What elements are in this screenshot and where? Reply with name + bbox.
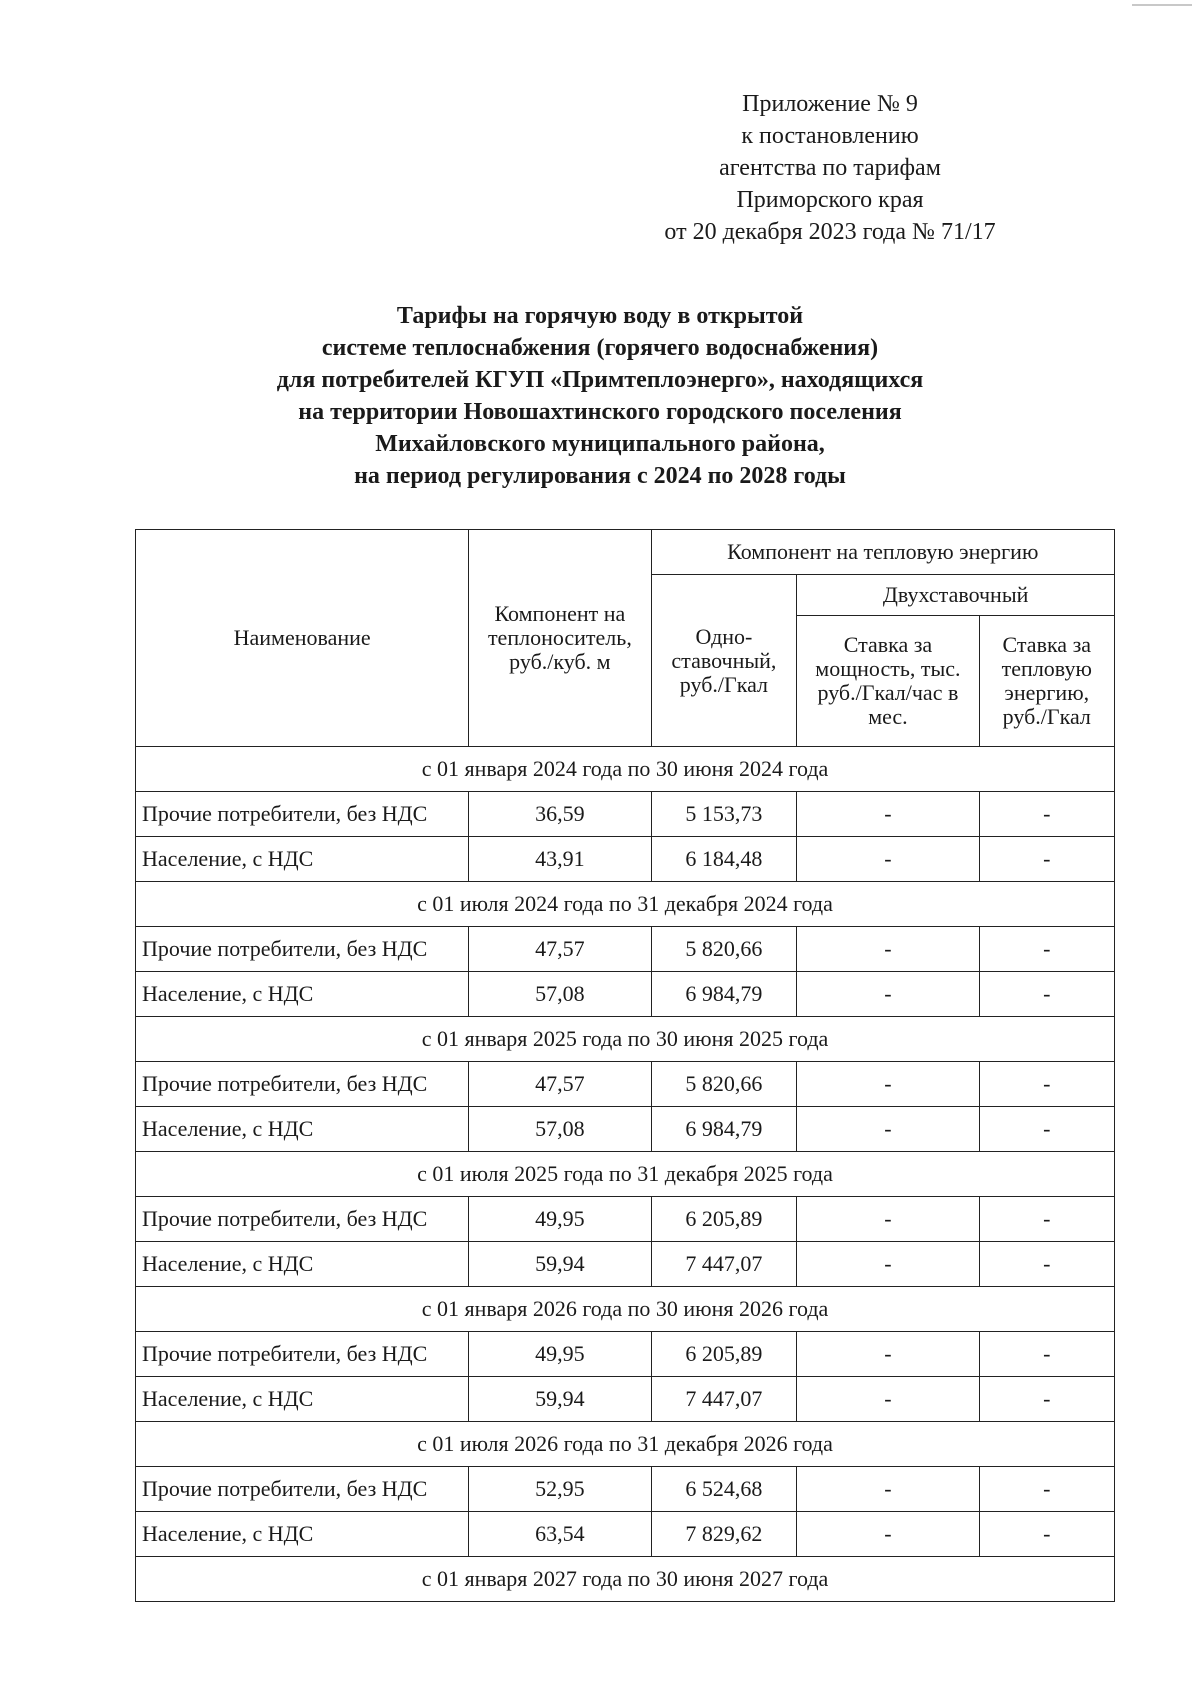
table-row bbox=[136, 972, 1115, 1017]
energy-rate-cell: - bbox=[979, 972, 1114, 1017]
header-single-rate: Одно-ставочный, руб./Гкал bbox=[651, 575, 797, 747]
carrier-cell: 63,54 bbox=[469, 1512, 651, 1557]
carrier-cell: 59,94 bbox=[469, 1242, 651, 1287]
energy-rate-cell: - bbox=[979, 1197, 1114, 1242]
table-body bbox=[136, 747, 1115, 1602]
carrier-cell: 49,95 bbox=[469, 1197, 651, 1242]
carrier-cell: 47,57 bbox=[469, 1062, 651, 1107]
consumer-name-cell: Население, с НДС bbox=[136, 972, 469, 1017]
capacity-rate-cell: - bbox=[797, 972, 979, 1017]
single-rate-cell: 6 984,79 bbox=[651, 972, 797, 1017]
energy-rate-cell: - bbox=[979, 1332, 1114, 1377]
capacity-rate-cell: - bbox=[797, 927, 979, 972]
appendix-header bbox=[600, 88, 1060, 248]
energy-rate-cell: - bbox=[979, 1107, 1114, 1152]
title-line: системе теплоснабжения (горячего водоснабжения) bbox=[321, 335, 879, 361]
single-rate-cell: 5 153,73 bbox=[651, 792, 797, 837]
energy-rate-cell: - bbox=[979, 837, 1114, 882]
single-rate-cell: 6 184,48 bbox=[651, 837, 797, 882]
consumer-name-cell: Прочие потребители, без НДС bbox=[136, 1197, 469, 1242]
document-title bbox=[150, 300, 1050, 492]
appendix-number: Приложение № 9 bbox=[742, 91, 918, 117]
table-row bbox=[136, 1197, 1115, 1242]
carrier-cell: 57,08 bbox=[469, 972, 651, 1017]
single-rate-cell: 7 447,07 bbox=[651, 1377, 797, 1422]
capacity-rate-cell: - bbox=[797, 1467, 979, 1512]
period-label: с 01 января 2024 года по 30 июня 2024 года bbox=[136, 747, 1115, 792]
period-label: с 01 января 2026 года по 30 июня 2026 года bbox=[136, 1287, 1115, 1332]
energy-rate-cell: - bbox=[979, 792, 1114, 837]
consumer-name-cell: Прочие потребители, без НДС bbox=[136, 927, 469, 972]
table-row bbox=[136, 1062, 1115, 1107]
period-label: с 01 января 2025 года по 30 июня 2025 года bbox=[136, 1017, 1115, 1062]
single-rate-cell: 6 524,68 bbox=[651, 1467, 797, 1512]
tariffs-table bbox=[135, 529, 1115, 1602]
header-heat-component: Компонент на тепловую энергию bbox=[651, 530, 1114, 575]
appendix-line: Приморского края bbox=[736, 187, 924, 213]
period-label: с 01 июля 2026 года по 31 декабря 2026 года bbox=[136, 1422, 1115, 1467]
single-rate-cell: 7 447,07 bbox=[651, 1242, 797, 1287]
energy-rate-cell: - bbox=[979, 927, 1114, 972]
table-row bbox=[136, 1377, 1115, 1422]
scan-edge-mark bbox=[1132, 4, 1192, 6]
appendix-line: от 20 декабря 2023 года № 71/17 bbox=[664, 219, 996, 245]
energy-rate-cell: - bbox=[979, 1467, 1114, 1512]
period-row bbox=[136, 1557, 1115, 1602]
carrier-cell: 43,91 bbox=[469, 837, 651, 882]
carrier-cell: 49,95 bbox=[469, 1332, 651, 1377]
table-header bbox=[136, 530, 1115, 747]
period-row bbox=[136, 1152, 1115, 1197]
single-rate-cell: 5 820,66 bbox=[651, 927, 797, 972]
carrier-cell: 47,57 bbox=[469, 927, 651, 972]
consumer-name-cell: Население, с НДС bbox=[136, 1242, 469, 1287]
single-rate-cell: 6 984,79 bbox=[651, 1107, 797, 1152]
appendix-line: к постановлению bbox=[741, 123, 919, 149]
period-row bbox=[136, 1287, 1115, 1332]
capacity-rate-cell: - bbox=[797, 1332, 979, 1377]
consumer-name-cell: Прочие потребители, без НДС bbox=[136, 1062, 469, 1107]
capacity-rate-cell: - bbox=[797, 1107, 979, 1152]
consumer-name-cell: Население, с НДС bbox=[136, 1377, 469, 1422]
capacity-rate-cell: - bbox=[797, 1242, 979, 1287]
title-line: Михайловского муниципального района, bbox=[375, 431, 825, 457]
table-row bbox=[136, 1512, 1115, 1557]
table-row bbox=[136, 1242, 1115, 1287]
period-label: с 01 июля 2025 года по 31 декабря 2025 года bbox=[136, 1152, 1115, 1197]
table-row bbox=[136, 1467, 1115, 1512]
consumer-name-cell: Население, с НДС bbox=[136, 1512, 469, 1557]
title-line: на период регулирования с 2024 по 2028 годы bbox=[354, 463, 846, 489]
energy-rate-cell: - bbox=[979, 1377, 1114, 1422]
header-name: Наименование bbox=[136, 530, 469, 747]
carrier-cell: 59,94 bbox=[469, 1377, 651, 1422]
single-rate-cell: 6 205,89 bbox=[651, 1197, 797, 1242]
single-rate-cell: 5 820,66 bbox=[651, 1062, 797, 1107]
period-row bbox=[136, 882, 1115, 927]
table-row bbox=[136, 1332, 1115, 1377]
energy-rate-cell: - bbox=[979, 1512, 1114, 1557]
capacity-rate-cell: - bbox=[797, 1062, 979, 1107]
period-row bbox=[136, 1017, 1115, 1062]
consumer-name-cell: Прочие потребители, без НДС bbox=[136, 1332, 469, 1377]
table-row bbox=[136, 1107, 1115, 1152]
capacity-rate-cell: - bbox=[797, 1197, 979, 1242]
period-label: с 01 июля 2024 года по 31 декабря 2024 года bbox=[136, 882, 1115, 927]
title-line: на территории Новошахтинского городского поселения bbox=[298, 399, 902, 425]
single-rate-cell: 7 829,62 bbox=[651, 1512, 797, 1557]
capacity-rate-cell: - bbox=[797, 792, 979, 837]
energy-rate-cell: - bbox=[979, 1242, 1114, 1287]
consumer-name-cell: Население, с НДС bbox=[136, 1107, 469, 1152]
capacity-rate-cell: - bbox=[797, 1512, 979, 1557]
consumer-name-cell: Население, с НДС bbox=[136, 837, 469, 882]
header-two-rate: Двухставочный bbox=[797, 575, 1115, 616]
header-carrier: Компонент на теплоноситель, руб./куб. м bbox=[469, 530, 651, 747]
carrier-cell: 36,59 bbox=[469, 792, 651, 837]
single-rate-cell: 6 205,89 bbox=[651, 1332, 797, 1377]
title-line: для потребителей КГУП «Примтеплоэнерго», находящихся bbox=[276, 367, 924, 393]
header-capacity-rate: Ставка за мощность, тыс. руб./Гкал/час в мес. bbox=[797, 616, 979, 747]
carrier-cell: 52,95 bbox=[469, 1467, 651, 1512]
table-row bbox=[136, 837, 1115, 882]
capacity-rate-cell: - bbox=[797, 1377, 979, 1422]
appendix-line: агентства по тарифам bbox=[719, 155, 941, 181]
energy-rate-cell: - bbox=[979, 1062, 1114, 1107]
header-energy-rate: Ставка за тепловую энергию, руб./Гкал bbox=[979, 616, 1114, 747]
period-row bbox=[136, 1422, 1115, 1467]
consumer-name-cell: Прочие потребители, без НДС bbox=[136, 792, 469, 837]
table-row bbox=[136, 792, 1115, 837]
capacity-rate-cell: - bbox=[797, 837, 979, 882]
period-label: с 01 января 2027 года по 30 июня 2027 года bbox=[136, 1557, 1115, 1602]
table-row bbox=[136, 927, 1115, 972]
period-row bbox=[136, 747, 1115, 792]
title-line: Тарифы на горячую воду в открытой bbox=[396, 303, 804, 329]
carrier-cell: 57,08 bbox=[469, 1107, 651, 1152]
consumer-name-cell: Прочие потребители, без НДС bbox=[136, 1467, 469, 1512]
